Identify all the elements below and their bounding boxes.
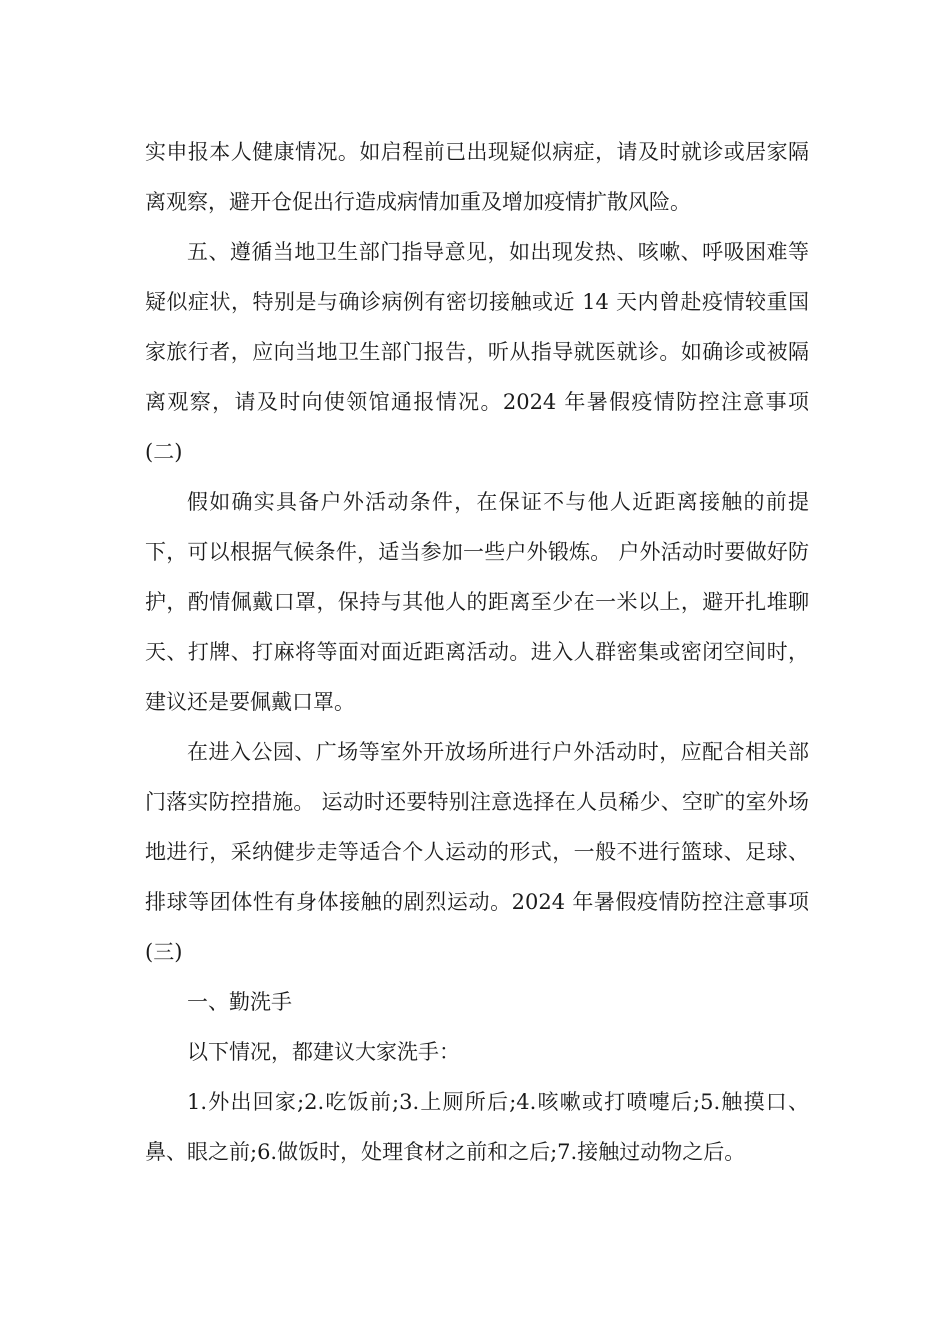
paragraph-6: 以下情况，都建议大家洗手： bbox=[187, 1040, 460, 1064]
paragraph-3: 假如确实具备户外活动条件，在保证不与他人近距离接触的前提下，可以根据气候条件，适当参加一些户外锻炼。 户外活动时要做好防护，酌情佩戴口罩，保持与其他人的距离至少在一米以上，避开扎堆聊天、打牌、打麻将等面对面近距离活动。进入人群密集或密闭空间时，建议还是要佩戴口罩。 bbox=[145, 490, 809, 714]
paragraph-7: 1.外出回家;2.吃饭前;3.上厕所后;4.咳嗽或打喷嚏后;5.触摸口、鼻、眼之前;6.做饭时，处理食材之前和之后;7.接触过动物之后。 bbox=[145, 1090, 809, 1164]
section-heading: 一、勤洗手 bbox=[187, 990, 292, 1014]
paragraph-4: 在进入公园、广场等室外开放场所进行户外活动时，应配合相关部门落实防控措施。 运动时还要特别注意选择在人员稀少、空旷的室外场地进行，采纳健步走等适合个人运动的形式，一般不进行篮球、足球、排球等团体性有身体接触的剧烈运动。2024 年暑假疫情防控注意事项(三) bbox=[145, 740, 809, 964]
document-body bbox=[145, 127, 809, 1177]
paragraph-2: 五、遵循当地卫生部门指导意见，如出现发热、咳嗽、呼吸困难等疑似症状，特别是与确诊病例有密切接触或近 14 天内曾赴疫情较重国家旅行者，应向当地卫生部门报告，听从指导就医就诊。如确诊或被隔离观察，请及时向使领馆通报情况。2024 年暑假疫情防控注意事项(二) bbox=[145, 240, 809, 464]
paragraph-1: 实申报本人健康情况。如启程前已出现疑似病症，请及时就诊或居家隔离观察，避开仓促出行造成病情加重及增加疫情扩散风险。 bbox=[145, 140, 809, 214]
